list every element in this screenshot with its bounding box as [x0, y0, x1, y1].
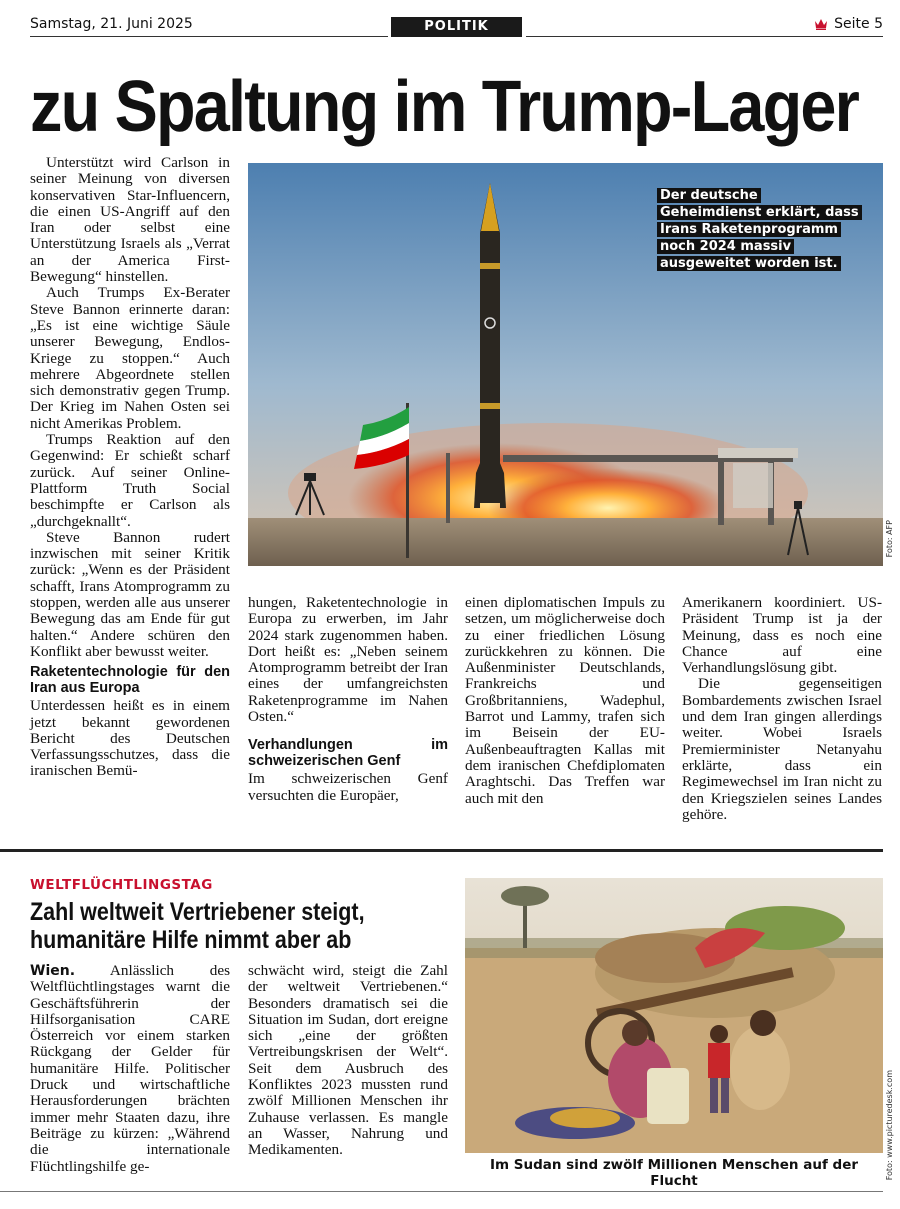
article-column-3	[465, 595, 665, 807]
story-separator	[0, 849, 883, 852]
article-paragraph: Auch Trumps Ex-Berater Steve Bannon erinnerte daran: „Es ist eine wichtige Säule unserer Bewegung, Endlos-Kriege zu stoppen.“ Auch mehrere Abgeordnete stellen sich demonstrativ gegen Trump. Der Krieg im Nahen Osten sei nicht Amerikas Problem.	[30, 284, 230, 432]
story-paragraph	[30, 963, 230, 1175]
section-label: POLITIK	[391, 17, 522, 37]
story-paragraph: schwächt wird, steigt die Zahl der weltweit Vertriebenen.“ Besonders dramatisch sei die Situation im Sudan, dort ereigne sich „eine der größten Vertreibungskrisen der Welt“. Seit dem Ausbruch des Konfliktes 2023 mussten rund zwölf Millionen Menschen ihr Zuhause verlassen. Es mangle an Wasser, Nahrung und Medikamenten.	[248, 962, 448, 1159]
story-column-2	[248, 963, 448, 1159]
main-photo-caption	[657, 187, 862, 272]
article-paragraph: Steve Bannon rudert inzwischen mit seiner Kritik zurück: „Wenn es der Präsident schafft, Irans Atomprogramm zu stoppen, werden alle aus unserer Bewegung das am Ende für gut halten.“ Andere schüren den Konflikt aber bewusst weiter.	[30, 528, 230, 660]
story-kicker: WELTFLÜCHTLINGSTAG	[30, 877, 213, 893]
article-paragraph: hungen, Raketentechnologie in Europa zu erwerben, im Jahr 2024 stark zugenommen haben. Dort heißt es: „Neben seinem Atomprogramm betreibt der Iran eines der umfangreichsten Raketenprogramme im Nahen Osten.“	[248, 594, 448, 726]
page-number-label: Seite 5	[834, 16, 883, 32]
article-column-4	[682, 595, 882, 823]
page-headline: zu Spaltung im Trump-Lager	[30, 67, 859, 147]
article-paragraph: Amerikanern koordiniert. US-Präsident Trump ist ja der Meinung, dass es noch eine Chance auf eine Verhandlungslösung gibt.	[682, 594, 882, 677]
story-dateline: Wien.	[30, 963, 76, 979]
article-subheading: Raketentechnologie für den Iran aus Europa	[30, 664, 230, 697]
article-subheading: Verhandlungen im schweizerischen Genf	[248, 737, 448, 770]
page-bottom-rule	[0, 1191, 883, 1192]
article-paragraph: Die gegenseitigen Bombardements zwischen Israel und dem Iran gingen allerdings weiter. Wobei Israels Premierminister Netanyahu erklärte, dass ein Regimewechsel im Iran nicht zu den Kriegszielen seines Landes gehöre.	[682, 675, 882, 823]
story-headline-line-1: Zahl weltweit Vertriebener steigt,	[30, 898, 365, 926]
header-rule-right	[526, 36, 883, 37]
article-paragraph: Im schweizerischen Genf versuchten die Europäer,	[248, 770, 448, 804]
page-number	[814, 16, 883, 32]
story-headline	[30, 898, 460, 954]
article-paragraph: Trumps Reaktion auf den Gegenwind: Er schießt scharf zurück. Auf seiner Online-Plattform Truth Social beschimpfte er Carlson als „durchgeknallt“.	[30, 431, 230, 530]
story-headline-line-2: humanitäre Hilfe nimmt aber ab	[30, 926, 352, 954]
refugees-illustration	[465, 878, 883, 1153]
main-photo-credit: Foto: AFP	[885, 520, 894, 558]
article-column-2	[248, 595, 448, 804]
main-photo-caption-text: Der deutsche Geheimdienst erklärt, dass Irans Raketenprogramm noch 2024 massiv ausgeweitet worden ist.	[657, 188, 862, 271]
article-paragraph: einen diplomatischen Impuls zu setzen, um möglicherweise doch zu einer friedlichen Lösung zurückkehren zu können. Die Außenminister Deutschlands, Frankreichs und Großbritanniens, Wadephul, Barrot und Lammy, trafen sich im Beisein der EU-Außenbeauftragten Kallas mit dem iranischen Chefdiplomaten Araghtschi. Das Treffen war auch mit den	[465, 594, 665, 807]
story-column-1	[30, 963, 230, 1175]
refugees-photo	[465, 878, 883, 1153]
story-text: Anlässlich des Weltflüchtlingstages warnt die Geschäftsführerin der Hilfsorganisation CARE Österreich vor einem starken Rückgang der Gelder für humanitäre Hilfe. Politischer Druck und wirtschaftliche Herausforderungen brächten immer mehr Staaten dazu, ihre Beiträge zu kürzen: „Während die internationale Flüchtlingshilfe ge-	[30, 962, 230, 1175]
article-column-1	[30, 155, 230, 780]
header-rule-left	[30, 36, 388, 37]
crown-icon	[814, 18, 828, 30]
article-paragraph: Unterstützt wird Carlson in seiner Meinung von diversen konservativen Star-Influencern, die einen US-Angriff auf den Iran oder selbst eine Unterstützung Israels als „Verrat an der America First-Bewegung“ hinstellen.	[30, 154, 230, 286]
refugees-photo-credit: Foto: www.picturedesk.com	[885, 1070, 894, 1181]
refugees-photo-caption: Im Sudan sind zwölf Millionen Menschen auf der Flucht	[489, 1157, 859, 1189]
article-paragraph: Unterdessen heißt es in einem jetzt bekannt gewordenen Bericht des Deutschen Verfassungsschutzes, dass die iranischen Bemü-	[30, 697, 230, 780]
issue-date: Samstag, 21. Juni 2025	[30, 16, 193, 32]
